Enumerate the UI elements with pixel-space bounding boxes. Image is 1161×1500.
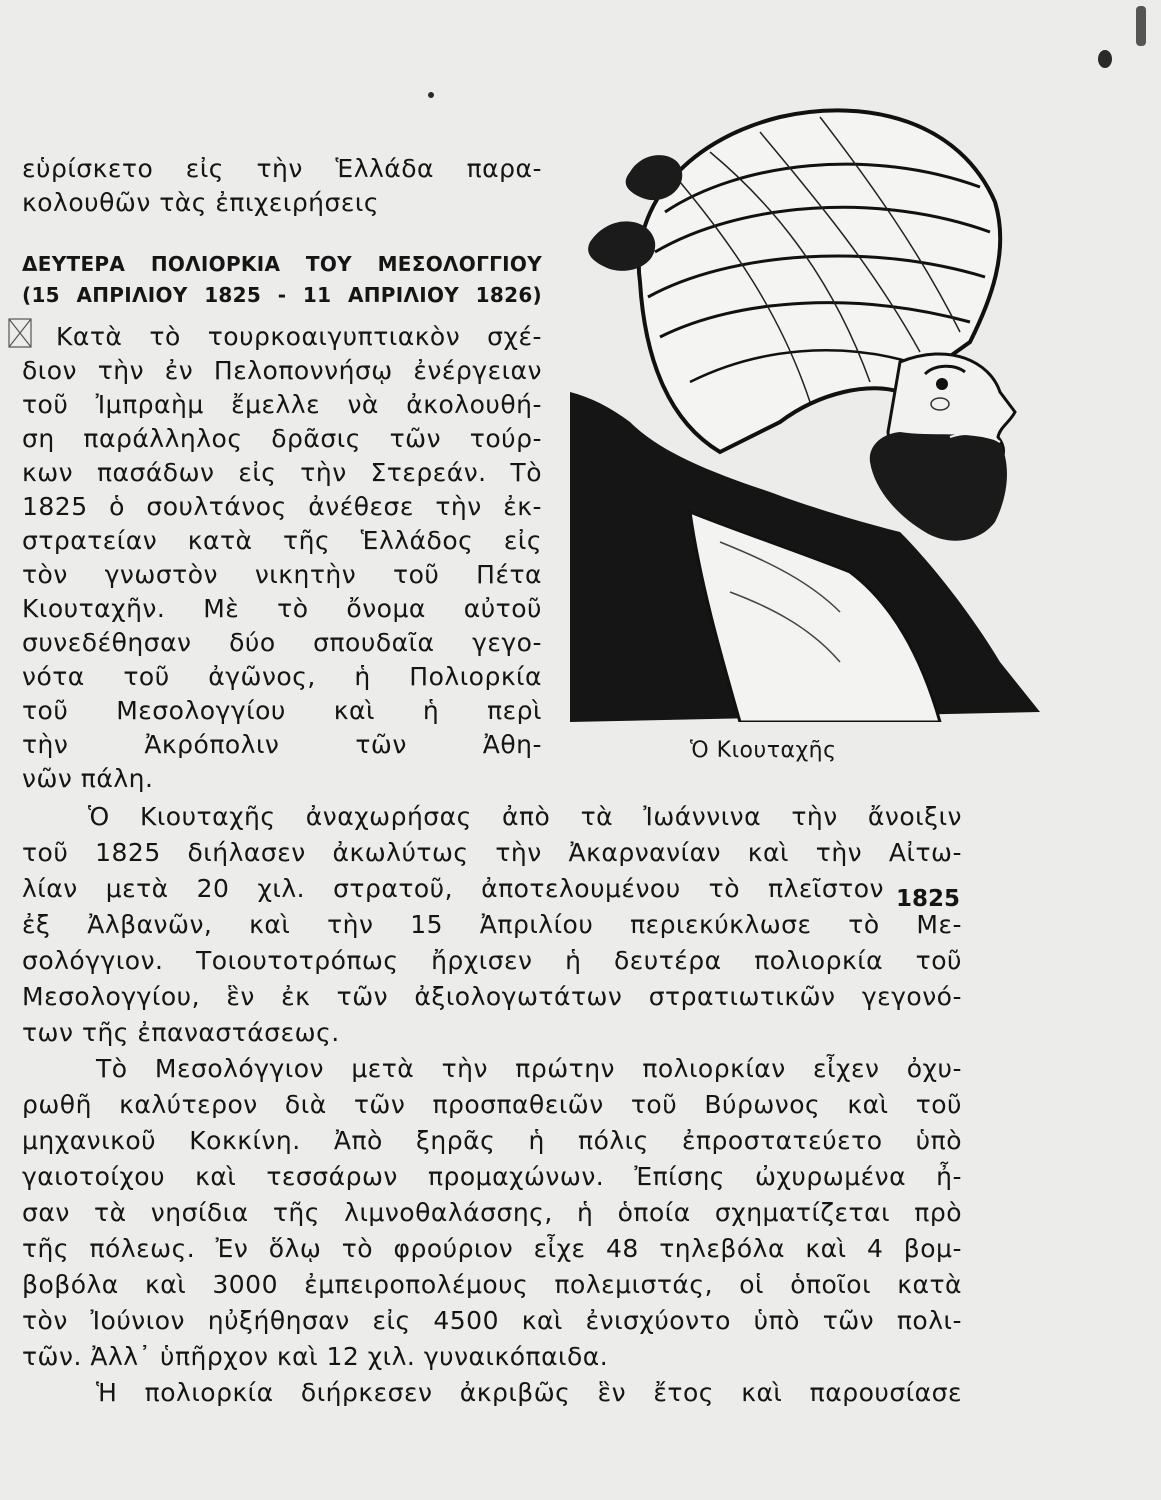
- section-subheading: (15 ΑΠΡΙΛΙΟΥ 1825 - 11 ΑΠΡΙΛΙΟΥ 1826): [22, 283, 542, 307]
- text-line: Μεσολογγίου, ἓν ἐκ τῶν ἀξιολογωτάτων στρατιωτικῶν γεγονό-: [22, 982, 962, 1011]
- text-line: γαιοτοίχου καὶ τεσσάρων προμαχώνων. Ἐπίσης ὠχυρωμένα ἦ-: [22, 1162, 962, 1191]
- text-line: διον τὴν ἐν Πελοποννήσῳ ἐνέργειαν: [22, 356, 542, 385]
- scan-speck: [428, 92, 434, 98]
- text-line: τοῦ Μεσολογγίου καὶ ἡ περὶ: [22, 696, 542, 725]
- text-line: κολουθῶν τὰς ἐπιχειρήσεις: [22, 188, 380, 217]
- portrait-caption: Ὁ Κιουταχῆς: [690, 738, 837, 763]
- text-line: Κατὰ τὸ τουρκοαιγυπτιακὸν σχέ-: [56, 322, 542, 351]
- text-line: τοῦ 1825 διήλασεν ἀκωλύτως τὴν Ἀκαρνανίαν καὶ τὴν Αἰτω-: [22, 838, 962, 867]
- text-line: ρωθῆ καλύτερον διὰ τῶν προσπαθειῶν τοῦ Βύρωνος καὶ τοῦ: [22, 1090, 962, 1119]
- text-line: τῶν. Ἀλλ᾽ ὑπῆρχον καὶ 12 χιλ. γυναικόπαιδα.: [22, 1342, 609, 1371]
- text-line: νῶν πάλη.: [22, 764, 154, 793]
- portrait-engraving-image: [570, 92, 1050, 722]
- text-line: ση παράλληλος δρᾶσις τῶν τούρ-: [22, 424, 542, 453]
- text-line: των τῆς ἐπαναστάσεως.: [22, 1018, 340, 1047]
- text-line: τὸν γνωστὸν νικητὴν τοῦ Πέτα: [22, 560, 542, 589]
- text-line: κων πασάδων εἰς τὴν Στερεάν. Τὸ: [22, 458, 542, 487]
- text-line: λίαν μετὰ 20 χιλ. στρατοῦ, ἀποτελουμένου τὸ πλεῖστον: [22, 874, 884, 903]
- text-line: τὸν Ἰούνιον ηὐξήθησαν εἰς 4500 καὶ ἐνισχύοντο ὑπὸ τῶν πολι-: [22, 1306, 962, 1335]
- text-line: σολόγγιον. Τοιουτοτρόπως ἤρχισεν ἡ δευτέρα πολιορκία τοῦ: [22, 946, 962, 975]
- text-line: Κιουταχῆν. Μὲ τὸ ὄνομα αὐτοῦ: [22, 594, 542, 623]
- text-line: μηχανικοῦ Κοκκίνη. Ἀπὸ ξηρᾶς ἡ πόλις ἐπροστατεύετο ὑπὸ: [22, 1126, 962, 1155]
- section-heading: ΔΕΥΤΕΡΑ ΠΟΛΙΟΡΚΙΑ ΤΟΥ ΜΕΣΟΛΟΓΓΙΟΥ: [22, 252, 542, 276]
- text-line: βοβόλα καὶ 3000 ἐμπειροπολέμους πολεμιστάς, οἱ ὁποῖοι κατὰ: [22, 1270, 962, 1299]
- scan-speck: [1098, 50, 1112, 68]
- text-line: τοῦ Ἰμπραὴμ ἔμελλε νὰ ἀκολουθή-: [22, 390, 542, 419]
- text-line: Ἡ πολιορκία διήρκεσεν ἀκριβῶς ἓν ἔτος καὶ παρουσίασε: [96, 1378, 962, 1407]
- scan-speck: [1136, 6, 1146, 46]
- text-line: ἐξ Ἀλβανῶν, καὶ τὴν 15 Ἀπριλίου περιεκύκλωσε τὸ Με-: [22, 910, 962, 939]
- text-line: Ὁ Κιουταχῆς ἀναχωρήσας ἀπὸ τὰ Ἰωάννινα τὴν ἄνοιξιν: [88, 802, 962, 831]
- text-line: εὑρίσκετο εἰς τὴν Ἑλλάδα παρα-: [22, 154, 542, 183]
- text-line: συνεδέθησαν δύο σπουδαῖα γεγο-: [22, 628, 542, 657]
- text-line: τὴν Ἀκρόπολιν τῶν Ἀθη-: [22, 730, 542, 759]
- margin-check-mark-icon: [6, 316, 34, 352]
- text-line: Τὸ Μεσολόγγιον μετὰ τὴν πρώτην πολιορκίαν εἶχεν ὀχυ-: [96, 1054, 962, 1083]
- text-line: στρατείαν κατὰ τῆς Ἑλλάδος εἰς: [22, 526, 542, 555]
- text-line: τῆς πόλεως. Ἐν ὅλῳ τὸ φρούριον εἶχε 48 τηλεβόλα καὶ 4 βομ-: [22, 1234, 962, 1263]
- margin-year-note: 1825: [896, 886, 961, 912]
- text-line: σαν τὰ νησίδια τῆς λιμνοθαλάσσης, ἡ ὁποία σχηματίζεται πρὸ: [22, 1198, 962, 1227]
- text-line: νότα τοῦ ἀγῶνος, ἡ Πολιορκία: [22, 662, 542, 691]
- text-line: 1825 ὁ σουλτάνος ἀνέθεσε τὴν ἐκ-: [22, 492, 542, 521]
